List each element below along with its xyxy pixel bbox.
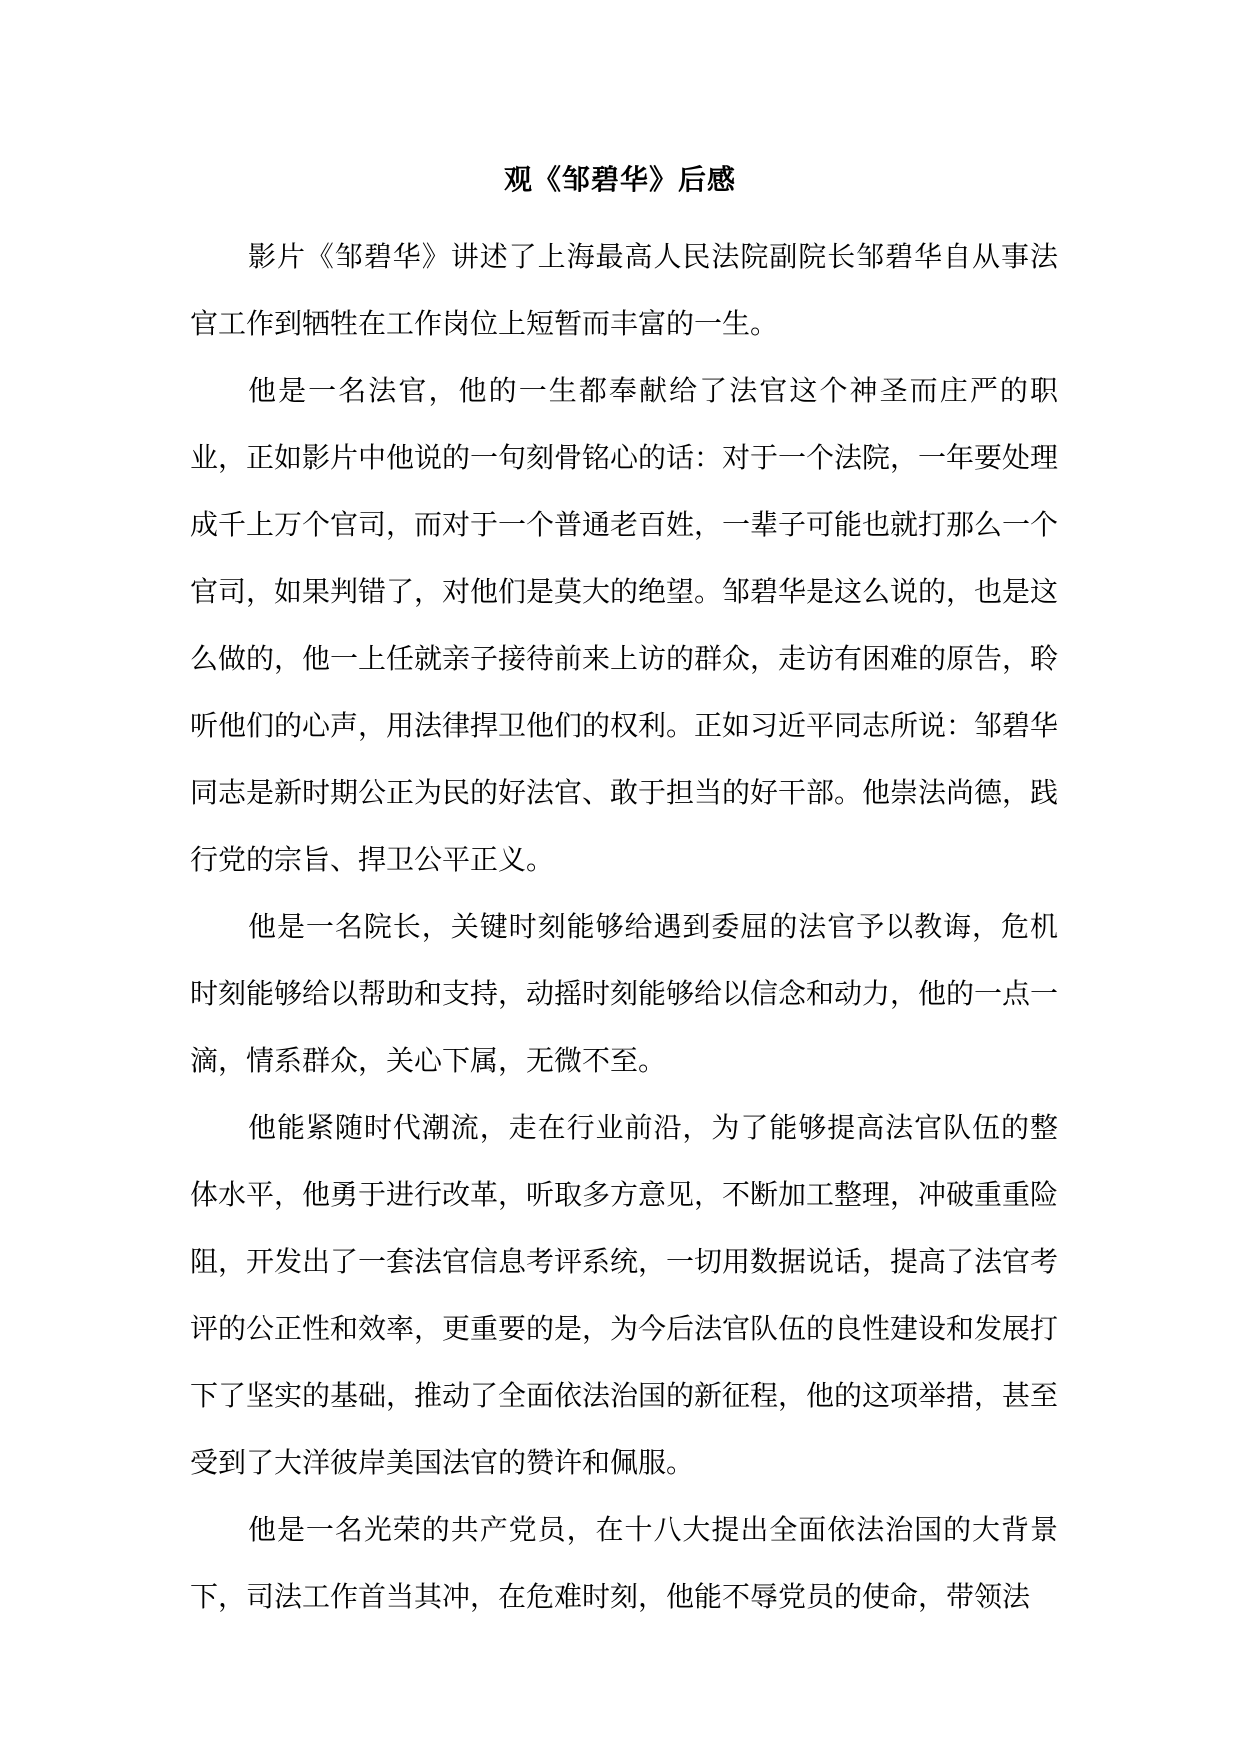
- document-title: 观《邹碧华》后感: [503, 163, 736, 196]
- paragraph-5: 他是一名光荣的共产党员，在十八大提出全面依法治国的大背景下，司法工作首当其冲，在危难时刻，他能不辱党员的使命，带领法: [190, 1513, 1058, 1613]
- document-body: [190, 223, 1058, 1630]
- paragraph-3: 他是一名院长，关键时刻能够给遇到委屈的法官予以教诲，危机时刻能够给以帮助和支持，动摇时刻能够给以信念和动力，他的一点一滴，情系群众，关心下属，无微不至。: [190, 910, 1059, 1077]
- paragraph-4: 他能紧随时代潮流，走在行业前沿，为了能够提高法官队伍的整体水平，他勇于进行改革，听取多方意见，不断加工整理，冲破重重险阻，开发出了一套法官信息考评系统，一切用数据说话，提高了法官考评的公正性和效率，更重要的是，为今后法官队伍的良性建设和发展打下了坚实的基础，推动了全面依法治国的新征程，他的这项举措，甚至受到了大洋彼岸美国法官的赞许和佩服。: [190, 1111, 1059, 1479]
- paragraph-1: 影片《邹碧华》讲述了上海最高人民法院副院长邹碧华自从事法官工作到牺牲在工作岗位上短暂而丰富的一生。: [190, 240, 1058, 340]
- paragraph-2: 他是一名法官，他的一生都奉献给了法官这个神圣而庄严的职业，正如影片中他说的一句刻骨铭心的话：对于一个法院，一年要处理成千上万个官司，而对于一个普通老百姓，一辈子可能也就打那么一个官司，如果判错了，对他们是莫大的绝望。邹碧华是这么说的，也是这么做的，他一上任就亲子接待前来上访的群众，走访有困难的原告，聆听他们的心声，用法律捍卫他们的权利。正如习近平同志所说：邹碧华同志是新时期公正为民的好法官、敢于担当的好干部。他崇法尚德，践行党的宗旨、捍卫公平正义。: [190, 374, 1059, 876]
